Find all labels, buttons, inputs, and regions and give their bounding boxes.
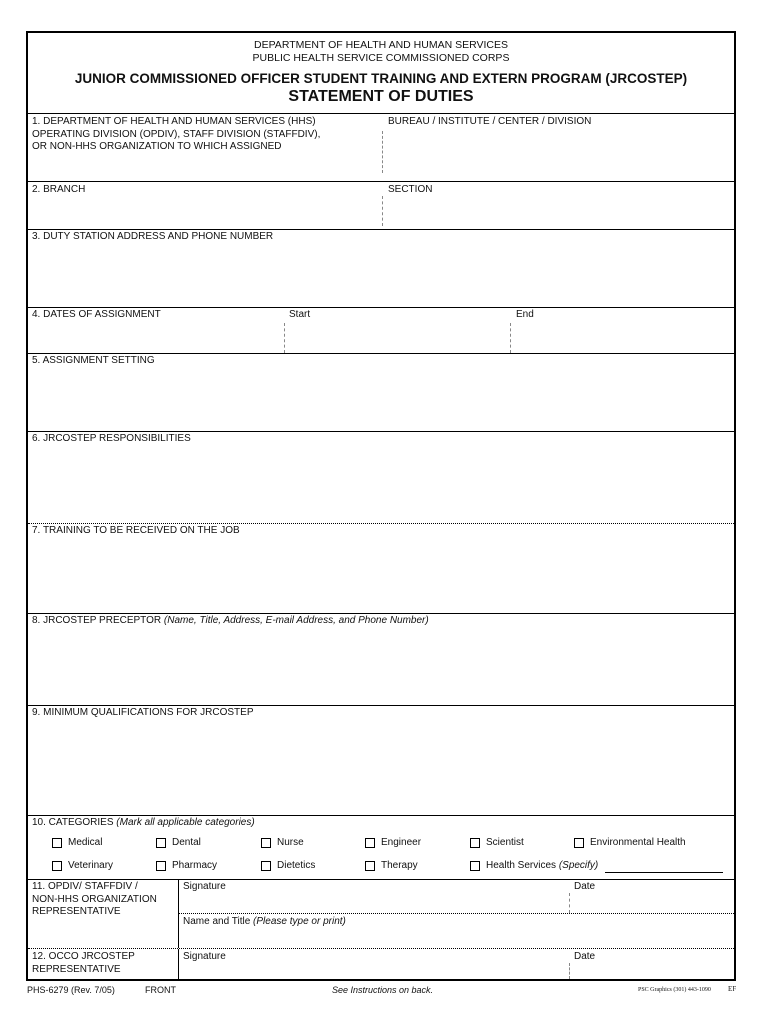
section-1-label: 1. DEPARTMENT OF HEALTH AND HUMAN SERVICES (HHS) OPERATING DIVISION (OPDIV), STAFF DIVISION (STAFFDIV), OR NON-HHS ORGANIZATION TO WHICH ASSIGNED	[32, 116, 321, 152]
section-10-label	[32, 817, 255, 830]
field-separator	[382, 196, 383, 226]
divider	[28, 431, 734, 432]
field-separator	[382, 131, 383, 173]
section-9-label: 9. MINIMUM QUALIFICATIONS FOR JRCOSTEP	[32, 707, 254, 718]
divider	[28, 113, 734, 114]
checkbox-label: Engineer	[381, 837, 422, 848]
field-separator	[510, 323, 511, 353]
section-10-title: 10. CATEGORIES	[32, 817, 114, 828]
section-8-note: (Name, Title, Address, E-mail Address, and Phone Number)	[163, 615, 429, 626]
checkbox-label	[486, 860, 598, 871]
checkbox-environmental-health[interactable]	[574, 838, 584, 848]
checkbox-pharmacy[interactable]	[156, 861, 166, 871]
section-11-label: 11. OPDIV/ STAFFDIV / NON-HHS ORGANIZATION REPRESENTATIVE	[32, 881, 157, 917]
checkbox-label: Dietetics	[277, 860, 316, 871]
field-separator	[284, 323, 285, 353]
divider	[28, 705, 734, 706]
specify-field[interactable]	[605, 872, 723, 873]
checkbox-label: Dental	[172, 837, 201, 848]
section-7-label: 7. TRAINING TO BE RECEIVED ON THE JOB	[32, 525, 240, 536]
field-separator	[178, 949, 179, 981]
form-title: JUNIOR COMMISSIONED OFFICER STUDENT TRAINING AND EXTERN PROGRAM (JRCOSTEP)	[74, 71, 688, 86]
checkbox-dental[interactable]	[156, 838, 166, 848]
field-separator	[178, 880, 179, 948]
bureau-label: BUREAU / INSTITUTE / CENTER / DIVISION	[388, 116, 592, 127]
divider	[28, 879, 734, 880]
statement-of-duties-form	[26, 31, 736, 981]
name-title-text: Name and Title	[183, 916, 251, 927]
opdiv-date-label: Date	[574, 881, 596, 892]
ef-mark: EF	[728, 985, 737, 993]
section-label: SECTION	[388, 184, 433, 195]
checkbox-label: Therapy	[381, 860, 418, 871]
checkbox-veterinary[interactable]	[52, 861, 62, 871]
divider	[28, 353, 734, 354]
section-4-label: 4. DATES OF ASSIGNMENT	[32, 309, 161, 320]
checkbox-dietetics[interactable]	[261, 861, 271, 871]
section-3-label: 3. DUTY STATION ADDRESS AND PHONE NUMBER	[32, 231, 274, 242]
instructions-note: See Instructions on back.	[332, 985, 434, 995]
signature-divider	[179, 913, 736, 914]
name-title-note: (Please type or print)	[253, 916, 346, 927]
section-12-label: 12. OCCO JRCOSTEP REPRESENTATIVE	[32, 951, 135, 975]
page-side: FRONT	[145, 985, 176, 995]
checkbox-label: Veterinary	[68, 860, 114, 871]
divider	[28, 307, 734, 308]
section-5-label: 5. ASSIGNMENT SETTING	[32, 355, 155, 366]
start-date-label: Start	[289, 309, 311, 320]
checkbox-label: Medical	[68, 837, 103, 848]
section-8-label	[32, 615, 429, 628]
divider	[28, 613, 734, 614]
divider	[28, 181, 734, 182]
health-services-label: Health Services	[486, 860, 557, 871]
checkbox-nurse[interactable]	[261, 838, 271, 848]
name-title-label	[183, 916, 346, 929]
opdiv-signature-label: Signature	[183, 881, 226, 892]
divider	[28, 229, 734, 230]
checkbox-health-services[interactable]	[470, 861, 480, 871]
graphics-credit: PSC Graphics (301) 443-1090	[638, 987, 711, 993]
checkbox-label: Environmental Health	[590, 837, 686, 848]
section-8-title: 8. JRCOSTEP PRECEPTOR	[32, 615, 162, 626]
checkbox-medical[interactable]	[52, 838, 62, 848]
checkbox-therapy[interactable]	[365, 861, 375, 871]
form-subtitle: STATEMENT OF DUTIES	[288, 88, 474, 105]
divider	[28, 815, 734, 816]
section-2-label: 2. BRANCH	[32, 184, 86, 195]
end-date-label: End	[516, 309, 534, 320]
occo-date-label: Date	[574, 951, 596, 962]
checkbox-label: Pharmacy	[172, 860, 218, 871]
specify-note: (Specify)	[558, 860, 599, 871]
field-separator	[569, 893, 570, 913]
corps-heading: PUBLIC HEALTH SERVICE COMMISSIONED CORPS	[252, 52, 510, 64]
checkbox-engineer[interactable]	[365, 838, 375, 848]
checkbox-scientist[interactable]	[470, 838, 480, 848]
checkbox-label: Nurse	[277, 837, 304, 848]
section-6-label: 6. JRCOSTEP RESPONSIBILITIES	[32, 433, 191, 444]
form-number: PHS-6279 (Rev. 7/05)	[27, 985, 115, 995]
field-separator	[569, 963, 570, 979]
divider	[28, 948, 734, 949]
checkbox-label: Scientist	[486, 837, 524, 848]
divider	[28, 523, 734, 524]
occo-signature-label: Signature	[183, 951, 226, 962]
section-10-note: (Mark all applicable categories)	[116, 817, 255, 828]
department-heading: DEPARTMENT OF HEALTH AND HUMAN SERVICES	[254, 39, 508, 51]
